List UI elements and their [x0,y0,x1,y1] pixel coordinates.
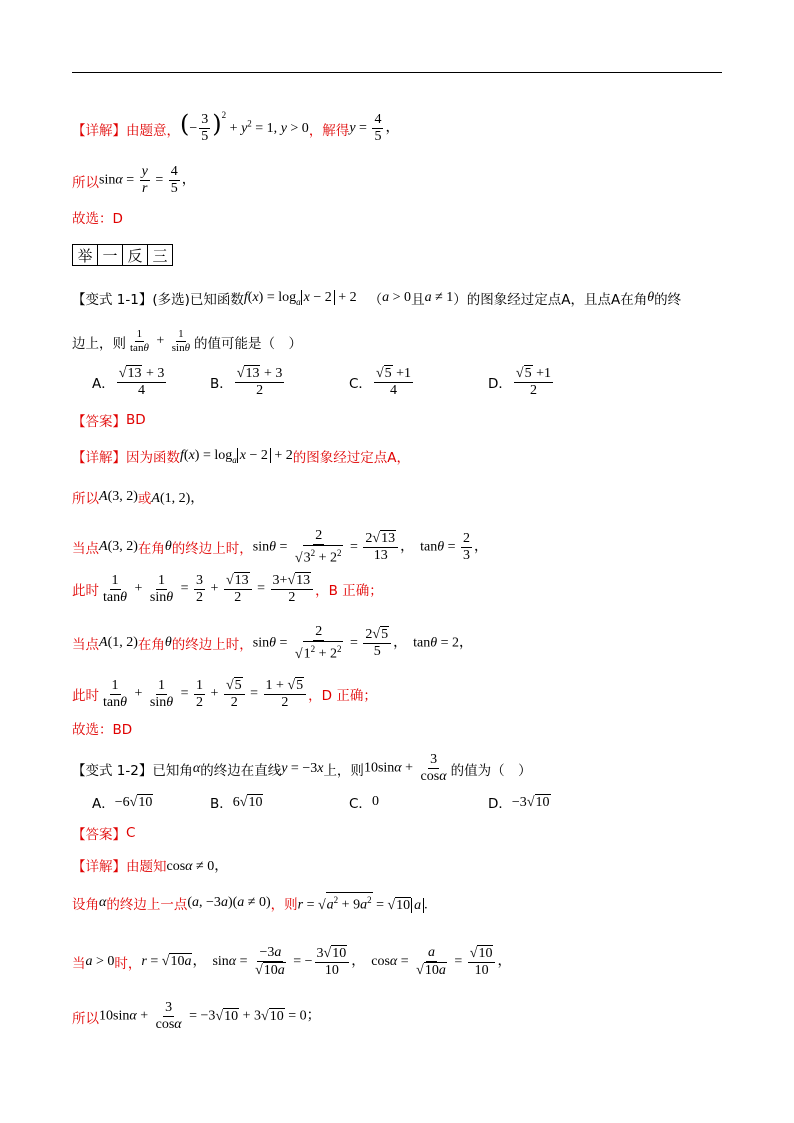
option-radicand: 10 [138,794,153,810]
option-b[interactable]: B． √ 13 + 3 2 [210,366,283,398]
question-text: 的值为（ ） [450,762,532,779]
detail-label: 【详解】 [72,450,126,466]
option-term: +1 [532,366,551,381]
option-radicand: 13 [127,366,142,381]
detail-text: 所以 [72,1010,99,1027]
detail-text: 因为函数 [126,450,180,466]
option-term: + 3 [260,366,283,381]
detail-text: 设角 [72,896,99,913]
option-radicand: 13 [245,366,260,381]
question-text: 的值可能是（ ） [194,335,303,352]
variant-1-1-line-1 [72,288,681,308]
option-value: −3 [511,794,527,810]
detail-v2-line-2: 设角 α 的终边上一点 (a, −3a)(a ≠ 0) ，则 r = √ $a^2 + 9a^2$ = √ 10 a . [72,892,428,914]
header-char: 一 [97,244,123,266]
option-value: 6 [232,794,240,810]
detail-line-1 [72,112,399,145]
option-a[interactable]: A． −6 √ 10 [92,792,153,812]
condition-expr: a ≠ 1 [424,290,454,305]
detail-text: ，B 正确； [315,583,383,599]
question-text: 的终 [654,292,682,308]
detail-text: 此时 [72,583,99,599]
header-char: 三 [147,244,173,266]
detail-v2-line-1: 【详解】 由题知 cosα ≠ 0， [72,855,228,875]
variant-1-1-line-2 [72,328,302,355]
option-label: D． [488,796,512,812]
detail-text: 时， [114,956,142,972]
section-header [72,244,172,266]
answer-label: 【答案】 [72,827,126,843]
header-char: 举 [72,244,98,266]
option-term: +1 [392,366,412,381]
detail-text: 由题知 [126,859,167,875]
detail-text: ，则 [270,896,298,913]
detail-label: 【详解】 [72,122,126,139]
answer-value: C [126,825,136,841]
detail-text: 当 [72,956,86,972]
question-text: 且 [411,292,425,308]
option-radicand: 10 [535,794,550,810]
option-term: + 3 [142,366,165,381]
question-text: 已知角 [152,762,193,779]
question-text: （ [368,292,383,308]
option-denominator: 4 [138,383,146,398]
option-value: 0 [371,794,379,809]
detail-text: 在角 [137,637,165,654]
detail-text: 或 [137,491,152,507]
variant-label: 【变式 1-1】 [72,292,153,308]
detail-text: 当点 [72,541,99,558]
header-char: 反 [122,244,148,266]
answer-line [72,410,146,430]
equation-1: (− $\frac{3}{5}$ )$^2 + y^2 = 1$, y > 0 [180,110,309,145]
option-radicand: 5 [524,366,532,381]
condition-expr: a > 0 [382,290,412,305]
option-denominator: 2 [256,383,264,398]
option-b[interactable]: B． 6 √ 10 [210,792,263,812]
detail-v2-line-4: 所以 10sinα + $\frac{3}{\cos\alpha}$ = −3 √ 10 + 3 √ 10 = 0； [72,1000,321,1032]
question-text: ）的图象经过定点A，且点A在角 [453,292,648,308]
option-value: −6 [114,794,130,810]
option-denominator: 4 [389,383,397,398]
question-text: (多选)已知函数 [152,292,244,308]
detail-v1-line-4: 此时 $\frac{1}{\tan\theta}$ + $\frac{1}{\sin\theta}$ = $\frac{3}{2}$ + √ 13 2 = 3+ √ 13 2 ，B 正确； [72,572,383,605]
option-d[interactable]: D． −3 √ 10 [488,792,551,812]
option-label: C． [349,796,372,812]
detail-text: 的图象经过定点A， [292,450,411,466]
detail-text: 此时 [72,688,99,704]
option-label: B． [210,796,233,812]
variant-1-2-line-1: 【变式 1-2】 已知角 α 的终边在直线 y = −3x 上，则 10sinα + $\frac{3}{\cos\alpha}$ 的值为（ ） [72,752,532,784]
detail-label: 【详解】 [72,859,126,875]
equation-3: sinα = $\frac{y}{r}$ = $\frac{4}{5}$ ， [99,164,196,196]
theta-symbol: θ [647,290,655,305]
answer-label: 【答案】 [72,414,126,430]
option-c[interactable] [349,792,379,812]
detail-text: 所以 [72,174,99,191]
option-denominator: 2 [529,383,537,398]
question-text: 的终边在直线 [200,762,282,779]
detail-text: 所以 [72,491,99,507]
option-label: A． [92,376,115,392]
option-radicand: 5 [384,366,392,381]
detail-v1-line-2: 所以 A(3, 2) 或 A(1, 2)， [72,489,205,507]
option-label: B． [210,376,233,392]
variant-label: 【变式 1-2】 [72,762,153,779]
option-a[interactable]: A． √ 13 + 3 4 [92,366,165,398]
detail-text: 在角 [137,541,165,558]
equation-2: y = $\frac{4}{5}$ ， [349,112,400,145]
target-expr: $\frac{1}{\tan\theta}$ + $\frac{1}{\sin\theta}$ [130,328,191,354]
detail-v1-line-3: 当点 A(3, 2) 在角 θ 的终边上时， sinθ = 2 √ $3^2 + 2^2$ = 2 √ 13 13 ， tanθ = $\frac{2}{3}$ ， [72,528,489,566]
option-label: D． [488,376,512,392]
choose-line: 故选：BD [72,722,133,738]
detail-v1-line-6: 此时 $\frac{1}{\tan\theta}$ + $\frac{1}{\sin\theta}$ = $\frac{1}{2}$ + √ 5 2 = 1 + √ 5 2 ，D 正确； [72,677,377,710]
choose-line: 故选：D [72,211,123,227]
function-expr: $f(x) = \log_a x - 2 + 2$ [243,289,357,307]
option-c[interactable]: C． √ 5 +1 4 [349,366,412,398]
option-label: A． [92,796,115,812]
option-radicand: 10 [248,794,263,810]
option-d[interactable]: D． √ 5 +1 2 [488,366,551,398]
option-label: C． [349,376,372,392]
detail-v2-line-3: 当 a > 0 时， r = √ 10a ， sinα = −3a √ 10a = − 3 √ 10 10 ， cosα = a √ 10a = √ 10 10 ， [72,945,512,978]
detail-text: 的终边上时， [171,637,253,654]
detail-text: ，D 正确； [308,688,377,704]
detail-text: 的终边上一点 [106,896,188,913]
detail-text: 的终边上时， [171,541,253,558]
detail-line-2 [72,164,196,197]
detail-v1-line-5: 当点 A(1, 2) 在角 θ 的终边上时， sinθ = 2 √ $1^2 + 2^2$ = 2 √ 5 5 ， tanθ = 2， [72,624,474,662]
detail-v1-line-1: 【详解】 因为函数 $f(x) = \log_a x - 2 + 2$ 的图象经过定点A， [72,447,411,466]
detail-text: 由题意， [126,122,180,139]
detail-text: ，解得 [308,122,350,139]
question-text: 上，则 [323,762,364,779]
answer-line [72,823,135,843]
answer-value: BD [126,412,146,428]
detail-text: 当点 [72,637,99,654]
question-text: 边上，则 [72,335,126,352]
header-rule [72,72,722,73]
